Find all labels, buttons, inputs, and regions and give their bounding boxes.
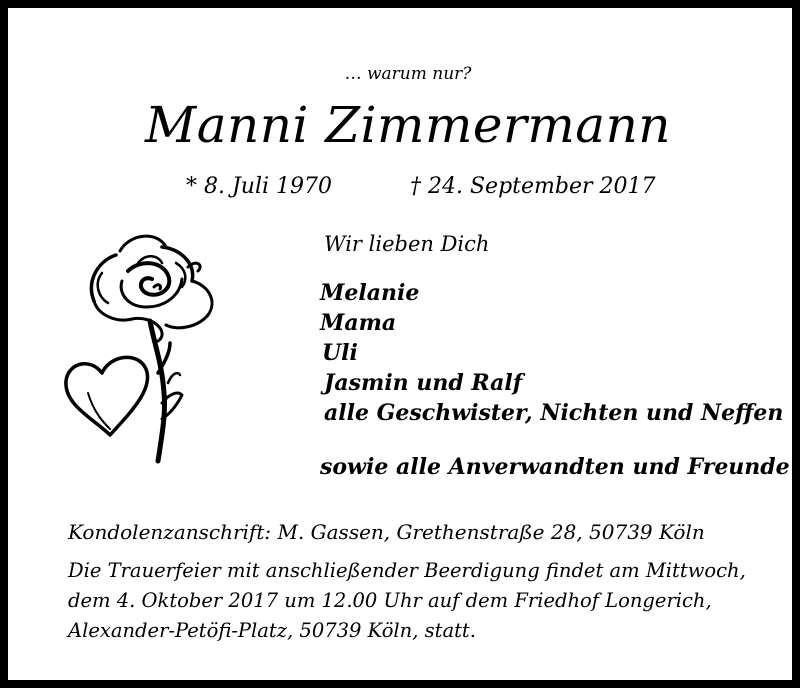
- deceased-name: Manni Zimmermann: [145, 96, 671, 154]
- birth-date: * 8. Juli 1970: [186, 174, 333, 199]
- mourner-item: alle Geschwister, Nichten und Neffen: [324, 400, 784, 426]
- condolence-address: Kondolenzanschrift: M. Gassen, Grethenstraße 28, 50739 Köln: [68, 520, 705, 544]
- ceremony-line: Alexander-Petöfi-Platz, 50739 Köln, statt.: [68, 619, 476, 642]
- mourner-item: Jasmin und Ralf: [324, 370, 523, 396]
- motto: … warum nur?: [344, 64, 472, 84]
- ceremony-details: [68, 556, 758, 646]
- love-line: Wir lieben Dich: [324, 232, 490, 256]
- ceremony-line: dem 4. Oktober 2017 um 12.00 Uhr auf dem Friedhof Longerich,: [68, 589, 712, 612]
- mourner-item: Uli: [322, 340, 358, 366]
- mourner-item: Melanie: [320, 280, 420, 306]
- mourner-item: Mama: [320, 310, 397, 336]
- relatives-line: sowie alle Anverwandten und Freunde: [320, 454, 790, 480]
- mourners-list: [320, 278, 783, 428]
- death-date: † 24. September 2017: [410, 174, 656, 199]
- rose-with-heart-icon: [58, 223, 233, 468]
- ceremony-line: Die Trauerfeier mit anschließender Beerdigung findet am Mittwoch,: [68, 559, 746, 582]
